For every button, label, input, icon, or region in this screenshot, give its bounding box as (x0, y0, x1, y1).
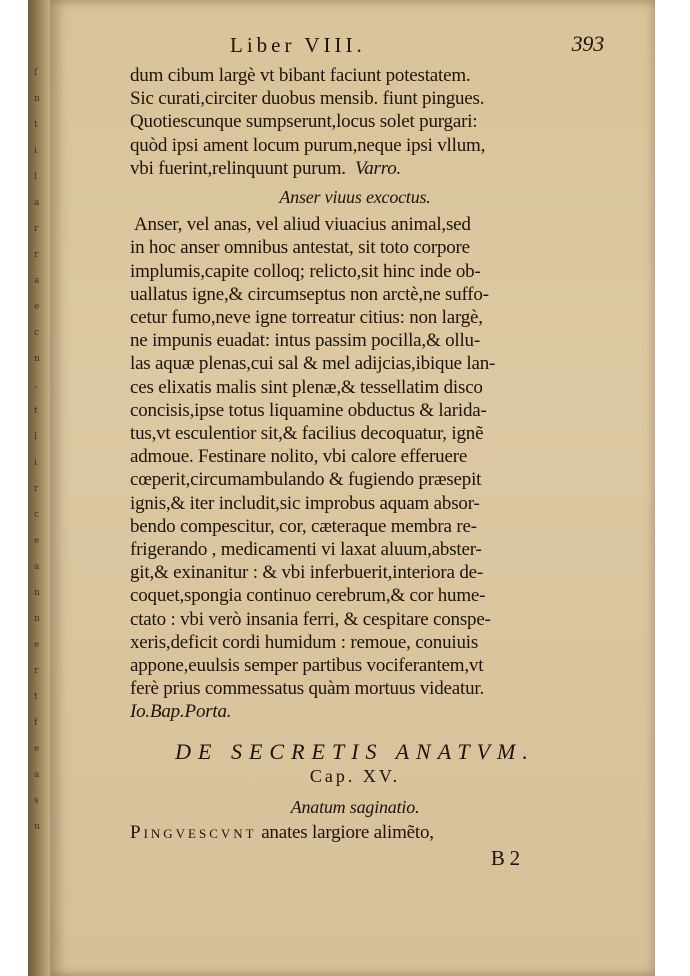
text-line: in hoc anser omnibus antestat, sit toto corpore (130, 237, 470, 259)
running-head (130, 30, 604, 64)
signature-mark: B 2 (490, 845, 520, 870)
text-line: ces elixatis malis sint plenæ,& tessellatim disco (130, 376, 483, 398)
paragraph-varro (130, 64, 580, 180)
text-line: admoue. Festinare nolito, vbi calore efferuere (130, 446, 468, 468)
text-line: frigerando , medicamenti vi laxat aluum,abster- (130, 539, 482, 561)
text-line: quòd ipsi ament locum purum,neque ipsi vllum, (130, 134, 486, 156)
text-line: ferè prius commessatus quàm mortuus videatur. (130, 678, 485, 700)
text-line (130, 821, 580, 844)
text-line: uallatus igne,& circumseptus non arctè,ne suffo- (130, 283, 489, 305)
running-head-title: Liber VIII. (230, 33, 366, 57)
text-line: git,& exinanitur : & vbi inferbuerit,interiora de- (130, 562, 484, 584)
text-line: bendo compescitur, cor, cæteraque membra re- (130, 515, 477, 537)
text-line: Sic curati,circiter duobus mensib. fiunt pingues. (130, 88, 485, 110)
text-line: dum cibum largè vt bibant faciunt potestatem. (130, 65, 471, 86)
text-line: ctato : vbi verò insania ferri, & cespitare conspe- (130, 608, 491, 630)
book-page (50, 0, 655, 976)
text-line: Quotiescunque sumpserunt,locus solet purgari: (130, 111, 478, 133)
text-line: cetur fumo,neve igne torreatur citius: non largè, (130, 307, 483, 329)
text-line: cœperit,circumambulando & fugiendo præsepit (130, 469, 482, 491)
text-line-body: vbi fuerint,relinquunt purum. (130, 157, 346, 179)
page-number: 393 (571, 31, 604, 56)
text-line: appone,euulsis semper partibus vociferantem,vt (130, 655, 484, 677)
author-citation: Varro. (354, 157, 402, 179)
chapter-number: Cap. XV. (309, 765, 401, 786)
text-line: ne impunis euadat: intus passim pocilla,& ollu- (130, 330, 480, 352)
author-citation: Io.Bap.Porta. (130, 701, 232, 723)
text-line: Anser, vel anas, vel aliud viuacius animal,sed (134, 214, 471, 236)
text-line: xeris,deficit cordi humidum : remoue, conuiuis (130, 631, 479, 653)
text-line (130, 157, 580, 180)
page-text-block (130, 30, 604, 870)
text-line: las aquæ plenas,cui sal & mel adijcias,ibique lan- (130, 353, 496, 375)
facing-page-margin-text: ſ n t i l a r r a e c n , t l i r c e a n n e r t f e a s u (34, 68, 40, 832)
text-line: concisis,ipse totus liquamine obductus & larida- (130, 399, 487, 421)
section-rubric: Anser viuus excoctus. (279, 187, 431, 208)
chapter-heading: DE SECRETIS ANATVM. (175, 738, 535, 764)
paragraph-anser (130, 213, 580, 723)
text-line-body: anates largiore alimẽto, (261, 822, 434, 844)
text-line: tus,vt esculentior sit,& facilius decoquatur, ignẽ (130, 423, 484, 445)
section-rubric: Anatum saginatio. (290, 797, 420, 818)
text-line: ignis,& iter includit,sic improbus aquam absor- (130, 492, 480, 514)
text-line: implumis,capite colloq; relicto,sit hinc inde ob- (130, 260, 481, 282)
initial-words: Pingvescvnt (130, 822, 257, 844)
text-line: coquet,spongia continuo cerebrum,& cor hume- (130, 585, 486, 607)
